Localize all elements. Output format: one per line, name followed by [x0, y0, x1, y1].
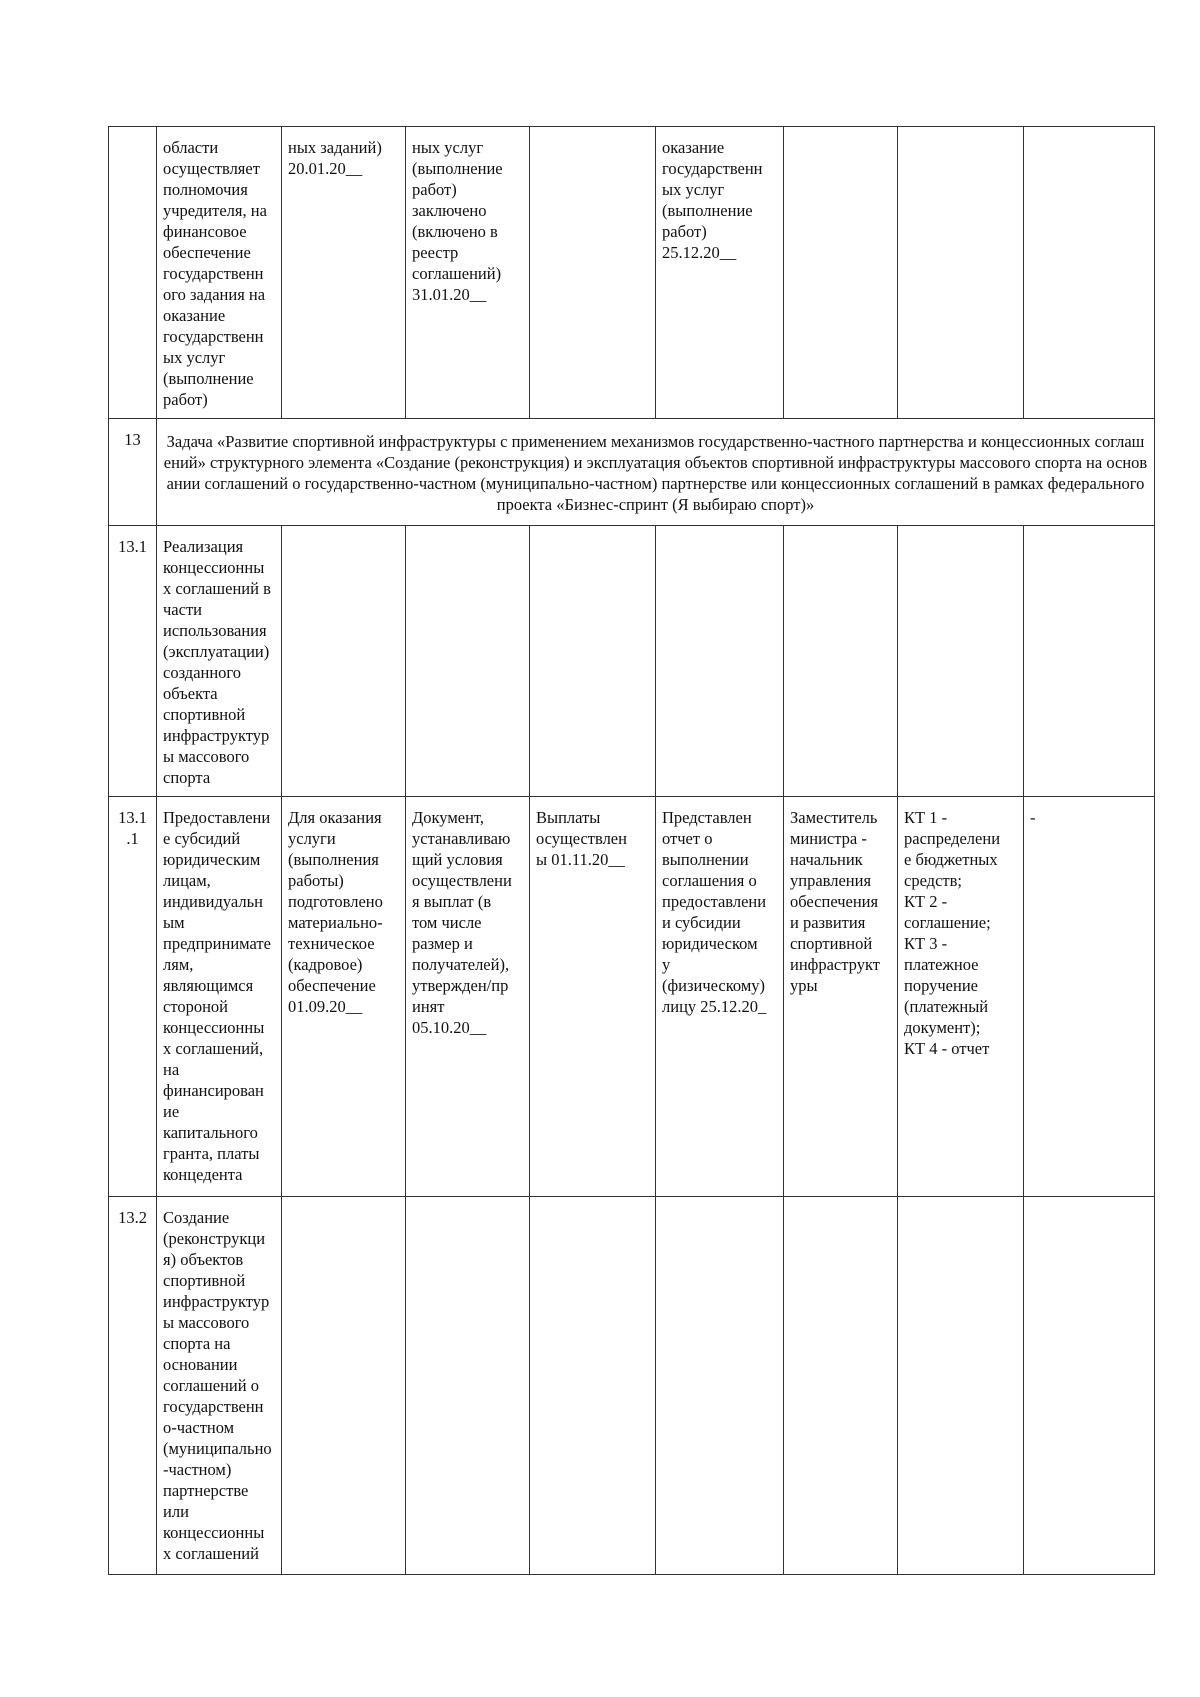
cell-empty: [282, 526, 406, 797]
cell-empty: [656, 526, 784, 797]
cell-name: Реализация концессионны х соглашений в части использования (эксплуатации) созданного объекта спортивной инфраструктур ы массового спорта: [157, 526, 282, 797]
cell-end-event: оказание государственн ых услуг (выполнение работ) 25.12.20__: [656, 127, 784, 419]
cell-notes: [1024, 127, 1155, 419]
table-row-13-1: [109, 526, 1155, 797]
cell-empty: [784, 526, 898, 797]
table-row-continuation: [109, 127, 1155, 419]
cell-number: 13: [109, 419, 157, 526]
cell-intermediate-event-2: Выплаты осуществлен ы 01.11.20__: [530, 797, 656, 1197]
cell-name: Предоставлени е субсидий юридическим лицам, индивидуальн ым предпринимате лям, являющимся стороной концессионны х соглашений, на финансирован ие капитального гранта, платы концедента: [157, 797, 282, 1197]
cell-empty: [898, 526, 1024, 797]
cell-number: [109, 127, 157, 419]
cell-empty: [1024, 1197, 1155, 1575]
cell-responsible: Заместитель министра - начальник управления обеспечения и развития спортивной инфраструкт уры: [784, 797, 898, 1197]
cell-name: области осуществляет полномочия учредителя, на финансовое обеспечение государственн ого задания на оказание государственн ых услуг (выполнение работ): [157, 127, 282, 419]
cell-intermediate-event: Документ, устанавливаю щий условия осуществлени я выплат (в том числе размер и получателей), утвержден/пр инят 05.10.20__: [406, 797, 530, 1197]
task-description: Задача «Развитие спортивной инфраструктуры с применением механизмов государственно-частного партнерства и концессионных соглашений» структурного элемента «Создание (реконструкция) и эксплуатация объектов спортивной инфраструктуры массового спорта на основании соглашений о государственно-частном (муниципально-частном) партнерстве или концессионных соглашений в рамках федерального проекта «Бизнес-спринт (Я выбираю спорт)»: [157, 419, 1155, 526]
cell-number: 13.2: [109, 1197, 157, 1575]
cell-end-event: Представлен отчет о выполнении соглашения о предоставлени и субсидии юридическом у (физическому) лицу 25.12.20_: [656, 797, 784, 1197]
table-row-13-1-1: [109, 797, 1155, 1197]
cell-intermediate-event-2: [530, 127, 656, 419]
plan-table: [108, 126, 1155, 1575]
cell-empty: [898, 1197, 1024, 1575]
cell-start-event: Для оказания услуги (выполнения работы) подготовлено материально- техническое (кадровое) обеспечение 01.09.20__: [282, 797, 406, 1197]
table-row-13-2: [109, 1197, 1155, 1575]
cell-empty: [530, 1197, 656, 1575]
cell-number: 13.1 .1: [109, 797, 157, 1197]
cell-intermediate-event: ных услуг (выполнение работ) заключено (включено в реестр соглашений) 31.01.20__: [406, 127, 530, 419]
cell-empty: [656, 1197, 784, 1575]
cell-empty: [530, 526, 656, 797]
cell-empty: [406, 526, 530, 797]
cell-start-event: ных заданий) 20.01.20__: [282, 127, 406, 419]
cell-number: 13.1: [109, 526, 157, 797]
cell-responsible: [784, 127, 898, 419]
table-row-task-13: [109, 419, 1155, 526]
cell-empty: [784, 1197, 898, 1575]
cell-control-documents: КТ 1 - распределени е бюджетных средств; КТ 2 - соглашение; КТ 3 - платежное поручение (платежный документ); КТ 4 - отчет: [898, 797, 1024, 1197]
cell-name: Создание (реконструкци я) объектов спортивной инфраструктур ы массового спорта на основании соглашений о государственн о-частном (муниципально -частном) партнерстве или концессионны х соглашений: [157, 1197, 282, 1575]
cell-empty: [406, 1197, 530, 1575]
cell-empty: [282, 1197, 406, 1575]
cell-control-documents: [898, 127, 1024, 419]
cell-empty: [1024, 526, 1155, 797]
cell-notes: -: [1024, 797, 1155, 1197]
